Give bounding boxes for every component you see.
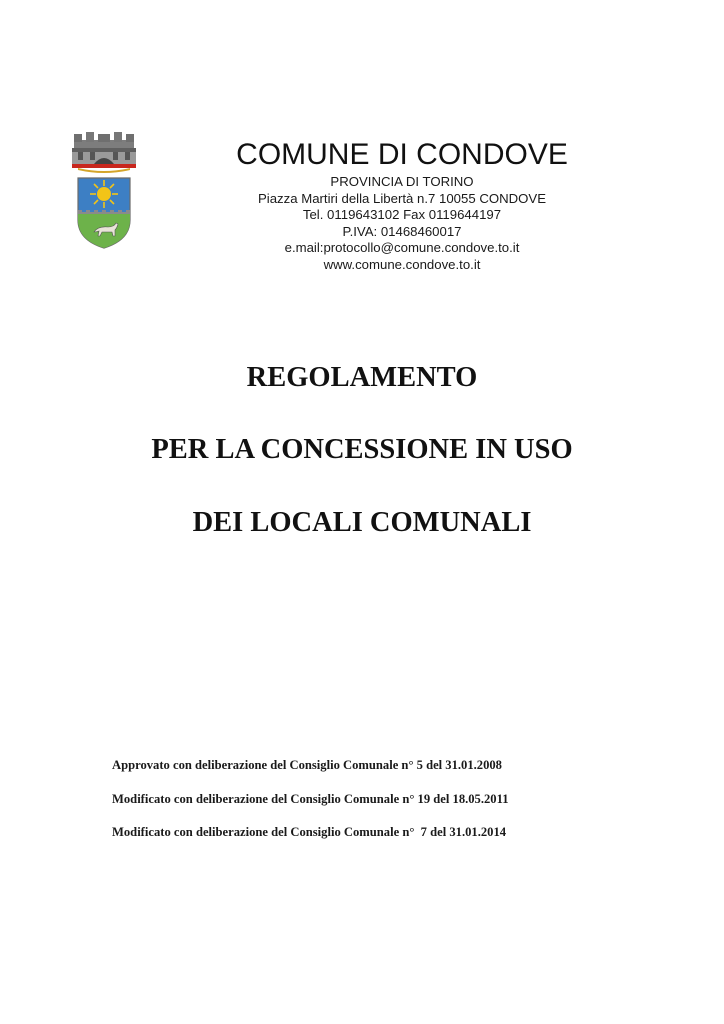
website-line: www.comune.condove.to.it — [323, 256, 481, 272]
modification-note-2014: Modificato con deliberazione del Consiglio Comunale n° 7 del 31.01.2014 — [112, 825, 507, 839]
title-line-3: DEI LOCALI COMUNALI — [192, 507, 532, 538]
title-line-2: PER LA CONCESSIONE IN USO — [151, 434, 573, 465]
document-title — [0, 358, 724, 398]
modification-note-2011: Modificato con deliberazione del Consiglio Comunale n° 19 del 18.05.2011 — [112, 792, 509, 806]
address-line: Piazza Martiri della Libertà n.7 10055 CONDOVE — [257, 190, 547, 206]
shield-icon — [78, 178, 130, 248]
document-subtitle-2 — [0, 503, 724, 543]
document-subtitle-1 — [0, 430, 724, 470]
approval-note: Approvato con deliberazione del Consiglio Comunale n° 5 del 31.01.2008 — [112, 758, 502, 772]
title-line-1: REGOLAMENTO — [246, 362, 478, 393]
province-line: PROVINCIA DI TORINO — [330, 174, 474, 189]
crown-icon — [72, 132, 136, 173]
email-line: e.mail:protocollo@comune.condove.to.it — [284, 240, 520, 255]
phone-fax-line: Tel. 0119643102 Fax 0119644197 — [302, 207, 502, 222]
coat-of-arms-icon — [68, 132, 140, 256]
vat-line: P.IVA: 01468460017 — [342, 223, 462, 239]
letterhead — [200, 136, 604, 273]
municipality-name: COMUNE DI CONDOVE — [236, 138, 568, 171]
